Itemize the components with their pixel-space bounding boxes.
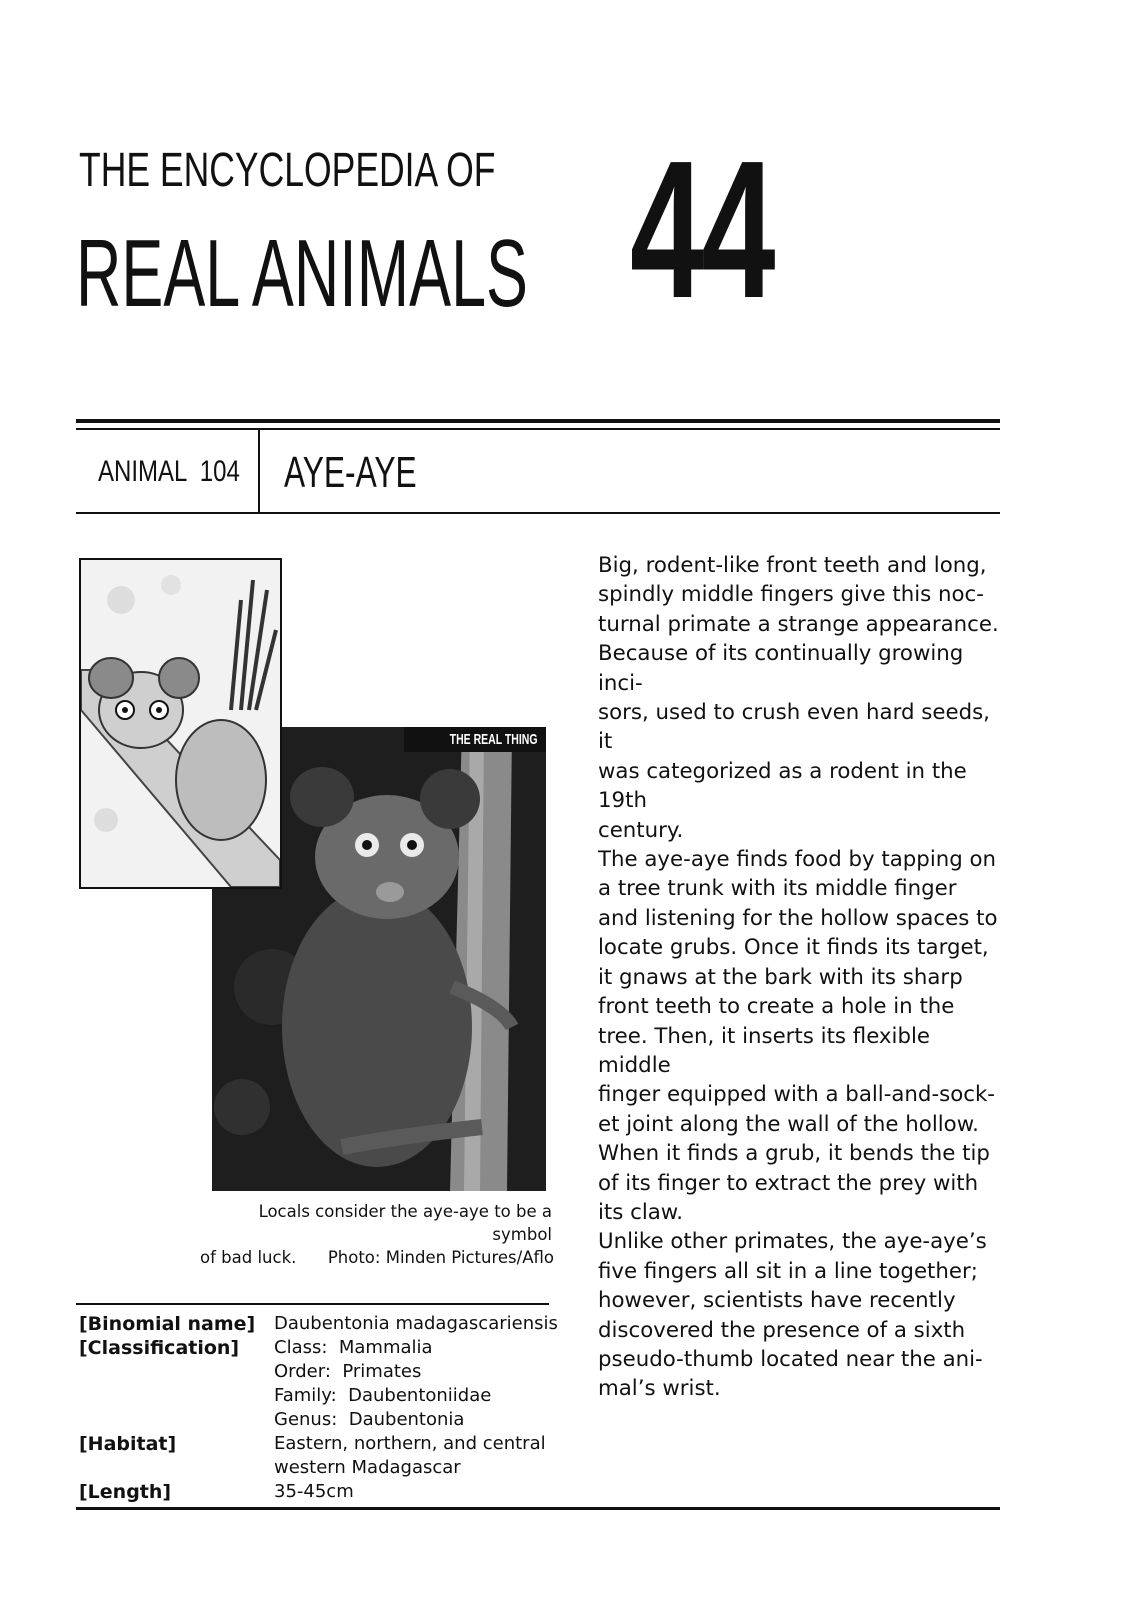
length-label: [Length]	[79, 1481, 172, 1503]
body-line: however, scientists have recently	[598, 1288, 956, 1314]
genus-value: Genus: Daubentonia	[274, 1409, 465, 1430]
binomial-name-label: [Binomial name]	[79, 1313, 256, 1335]
right-ear	[420, 769, 480, 829]
body-line: a tree trunk with its middle finger	[598, 876, 957, 902]
body-line: locate grubs. Once it finds its target,	[598, 935, 989, 961]
body-line: five fingers all sit in a line together;	[598, 1258, 978, 1284]
header-rule-thick	[76, 419, 1000, 423]
header-rule-bottom	[76, 512, 1000, 514]
body-text	[598, 551, 1008, 1404]
header-rule-thin	[76, 428, 1000, 430]
habitat-value-line2: western Madagascar	[274, 1457, 461, 1478]
volume-number: 44	[630, 120, 773, 339]
manga-illustration-panel	[79, 558, 282, 889]
body-line: When it finds a grub, it bends the tip	[598, 1141, 990, 1167]
body-line: sors, used to crush even hard seeds, it	[598, 700, 990, 755]
facts-rule-bottom	[76, 1507, 1000, 1510]
habitat-value-line1: Eastern, northern, and central	[274, 1433, 546, 1454]
body-line: was categorized as a rodent in the 19th	[598, 758, 967, 814]
left-ear	[290, 767, 354, 827]
animal-number-label: ANIMAL 104	[98, 455, 240, 488]
body-line: pseudo-thumb located near the ani-	[598, 1346, 983, 1372]
header-divider	[258, 430, 260, 512]
aye-aye-body	[176, 720, 266, 840]
caption-line2: of bad luck. Photo: Minden Pictures/Aflo	[200, 1248, 554, 1267]
body-line: Big, rodent-like front teeth and long,	[598, 553, 987, 578]
manga-illustration	[81, 560, 280, 887]
body-line: turnal primate a strange appearance.	[598, 611, 999, 637]
binomial-name-value: Daubentonia madagascariensis	[274, 1313, 558, 1334]
length-value: 35-45cm	[274, 1481, 354, 1502]
body-line: tree. Then, it inserts its flexible middle	[598, 1023, 930, 1078]
body-line: front teeth to create a hole in the	[598, 994, 955, 1020]
body-line: it gnaws at the bark with its sharp	[598, 964, 963, 990]
body-line: its claw.	[598, 1199, 684, 1225]
body-line: The aye-aye finds food by tapping on	[598, 847, 997, 873]
body-line: finger equipped with a ball-and-sock-	[598, 1082, 995, 1108]
series-title-line1: THE ENCYCLOPEDIA OF	[79, 144, 496, 197]
body-line: Because of its continually growing inci-	[598, 641, 964, 696]
body-line: of its finger to extract the prey with	[598, 1170, 979, 1196]
caption-line1: Locals consider the aye-aye to be a symbol	[258, 1202, 552, 1244]
order-value: Order: Primates	[274, 1361, 422, 1382]
body-line: Unlike other primates, the aye-aye’s	[598, 1229, 987, 1255]
classification-label: [Classification]	[79, 1337, 240, 1359]
body-line: et joint along the wall of the hollow.	[598, 1111, 979, 1137]
habitat-label: [Habitat]	[79, 1433, 177, 1455]
animal-name-title: AYE-AYE	[284, 448, 417, 497]
class-value: Class: Mammalia	[274, 1337, 433, 1358]
real-thing-badge: THE REAL THING	[404, 727, 546, 752]
family-value: Family: Daubentoniidae	[274, 1385, 492, 1406]
facts-rule-top	[76, 1303, 549, 1305]
series-title-line2: REAL ANIMALS	[76, 220, 528, 327]
photo-caption	[200, 1200, 552, 1269]
body-line: discovered the presence of a sixth	[598, 1317, 966, 1343]
body-line: spindly middle fingers give this noc-	[598, 582, 984, 608]
body-line: century.	[598, 817, 684, 843]
body-line: and listening for the hollow spaces to	[598, 905, 998, 931]
body-line: mal’s wrist.	[598, 1376, 721, 1402]
